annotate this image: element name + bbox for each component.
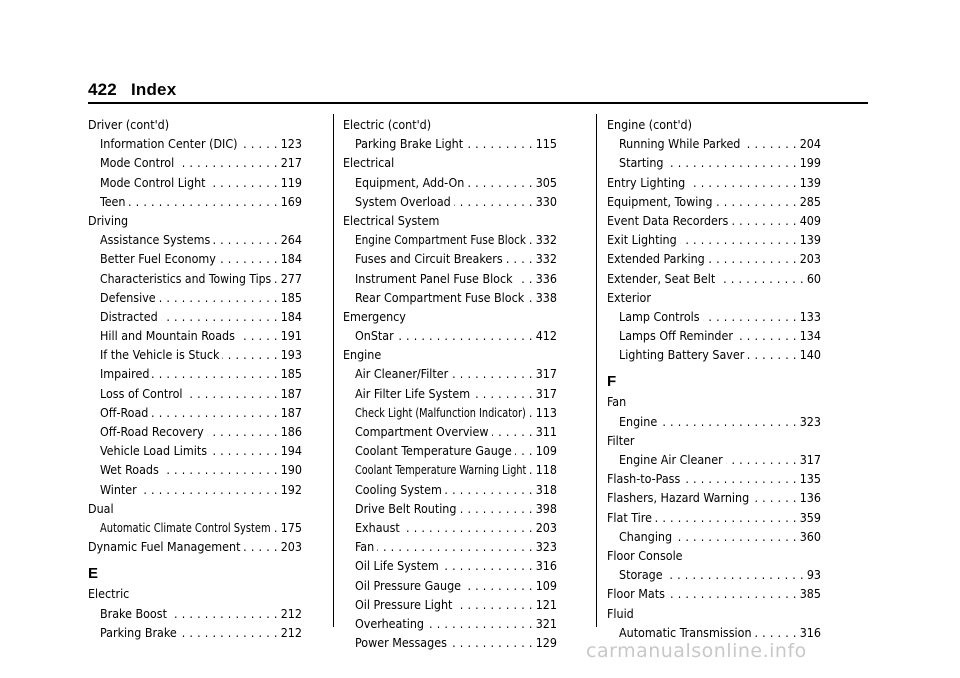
entry-label: Power Messages: [355, 635, 447, 651]
entry-label: Impaired: [100, 366, 150, 382]
page-reference: 409: [799, 212, 821, 228]
page-reference: 186: [280, 424, 302, 439]
page-reference: 217: [280, 155, 302, 171]
index-subentry: [343, 633, 557, 652]
page-reference: 134: [799, 328, 821, 344]
dot-leader: [274, 518, 278, 537]
index-subentry: [607, 326, 821, 345]
page-reference: 317: [535, 385, 557, 401]
entry-label: Defensive: [100, 289, 156, 305]
entry-label: Loss of Control: [100, 385, 183, 401]
entry-label: Winter: [100, 481, 137, 497]
index-entry: [607, 584, 821, 603]
index-subentry: [88, 441, 302, 460]
dot-leader: [688, 173, 796, 192]
entry-label: Dynamic Fuel Management: [88, 539, 241, 555]
index-subentry: [343, 134, 557, 153]
entry-label: System Overload: [355, 193, 451, 209]
index-subentry: [88, 518, 302, 537]
index-subentry: [88, 269, 302, 288]
page-reference: 212: [280, 624, 302, 640]
section-letter: E: [88, 565, 99, 583]
entry-label: Lighting Battery Saver: [619, 347, 745, 363]
index-subentry: [343, 614, 557, 633]
dot-leader: [209, 173, 278, 192]
dot-leader: [151, 403, 277, 422]
page-reference: 359: [799, 509, 821, 525]
dot-leader: [459, 499, 532, 518]
index-subentry: [88, 345, 302, 364]
entry-label: Extender, Seat Belt: [607, 270, 716, 286]
entry-label: Coolant Temperature Gauge: [355, 443, 512, 459]
page-reference: 360: [799, 528, 821, 544]
page-reference: 191: [280, 328, 302, 344]
page-reference: 203: [535, 519, 557, 535]
index-entry: [607, 230, 821, 249]
index-heading: Fluid: [607, 605, 634, 621]
entry-label: Fuses and Circuit Breakers: [355, 251, 503, 267]
page-reference: 119: [280, 174, 302, 190]
dot-leader: [736, 326, 797, 345]
page-reference: 184: [280, 251, 302, 267]
dot-leader: [747, 345, 796, 364]
entry-label: Oil Life System: [355, 558, 439, 574]
page-reference: 140: [799, 347, 821, 363]
entry-label: Parking Brake: [100, 624, 177, 640]
page-reference: 323: [535, 539, 557, 555]
dot-leader: [666, 565, 804, 584]
page-reference: 336: [535, 270, 557, 286]
index-heading: Fan: [607, 394, 627, 410]
dot-leader: [274, 269, 278, 288]
index-entry: [607, 192, 821, 211]
index-subentry: [88, 249, 302, 268]
page-reference: 305: [535, 174, 557, 190]
page-reference: 285: [799, 193, 821, 209]
index-heading: Driving: [88, 212, 129, 228]
dot-leader: [442, 556, 533, 575]
index-subentry: [343, 230, 557, 249]
index-subentry: [88, 384, 302, 403]
entry-label: Distracted: [100, 308, 158, 324]
dot-leader: [683, 469, 796, 488]
index-entry: [607, 211, 821, 230]
dot-leader: [668, 584, 797, 603]
entry-label: Vehicle Load Limits: [100, 443, 208, 459]
entry-label: Flat Tire: [607, 509, 652, 525]
index-subentry: [343, 422, 557, 441]
dot-leader: [397, 326, 533, 345]
index-heading: Engine: [343, 347, 382, 363]
index-subentry: [607, 450, 821, 469]
dot-leader: [140, 480, 278, 499]
index-subentry: [88, 403, 302, 422]
index-heading: Dual: [88, 500, 114, 516]
page-reference: 203: [799, 251, 821, 267]
page-reference: 129: [535, 635, 557, 651]
dot-leader: [666, 153, 796, 172]
entry-label: Lamp Controls: [619, 308, 700, 324]
index-subentry: [343, 441, 557, 460]
dot-leader: [377, 537, 533, 556]
dot-leader: [731, 211, 796, 230]
page-reference: 203: [280, 539, 302, 555]
dot-leader: [129, 192, 278, 211]
entry-label: Cooling System: [355, 481, 442, 497]
page-header: [88, 80, 176, 102]
index-subentry: [88, 230, 302, 249]
dot-leader: [445, 480, 533, 499]
index-subentry: [607, 153, 821, 172]
page-reference: 123: [280, 136, 302, 152]
index-subentry: [88, 192, 302, 211]
entry-label: Wet Roads: [100, 462, 159, 478]
entry-label: Mode Control: [100, 155, 175, 171]
dot-leader: [660, 412, 797, 431]
dot-leader: [655, 508, 797, 527]
index-subentry: [343, 518, 557, 537]
page-reference: 398: [535, 500, 557, 516]
dot-leader: [427, 614, 533, 633]
index-entry: [607, 249, 821, 268]
entry-label: Starting: [619, 155, 664, 171]
dot-leader: [492, 422, 533, 441]
entry-label: Oil Pressure Light: [355, 596, 453, 612]
dot-leader: [161, 307, 278, 326]
dot-leader: [467, 173, 532, 192]
entry-label: Information Center (DIC): [100, 136, 238, 152]
page-reference: 169: [280, 193, 302, 209]
index-subentry: [88, 364, 302, 383]
index-entry: [607, 269, 821, 288]
page-reference: 187: [280, 404, 302, 420]
entry-label: Air Cleaner/Filter: [355, 366, 449, 382]
entry-label: Oil Pressure Gauge: [355, 577, 462, 593]
page-reference: 93: [806, 567, 821, 583]
index-subentry: [607, 345, 821, 364]
entry-label: Engine Compartment Fuse Block: [355, 232, 526, 248]
page-reference: 323: [799, 413, 821, 429]
page-reference: 192: [280, 481, 302, 497]
entry-label: Overheating: [355, 615, 424, 631]
index-subentry: [88, 422, 302, 441]
page-reference: 121: [535, 596, 557, 612]
entry-label: Compartment Overview: [355, 424, 489, 439]
dot-leader: [516, 269, 533, 288]
index-subentry: [343, 460, 557, 479]
entry-label: Better Fuel Economy: [100, 251, 216, 267]
dot-leader: [222, 345, 277, 364]
index-subentry: [88, 480, 302, 499]
entry-label: Parking Brake Light: [355, 136, 464, 152]
dot-leader: [680, 230, 797, 249]
dot-leader: [243, 537, 277, 556]
page-reference: 135: [799, 471, 821, 487]
dot-leader: [703, 307, 797, 326]
entry-label: Exhaust: [355, 519, 400, 535]
dot-leader: [529, 403, 533, 422]
index-subentry: [607, 412, 821, 431]
index-subentry: [343, 326, 557, 345]
index-subentry: [88, 288, 302, 307]
index-subentry: [607, 565, 821, 584]
index-subentry: [343, 269, 557, 288]
index-subentry: [343, 480, 557, 499]
page-title: Index: [130, 80, 177, 99]
index-subentry: [343, 192, 557, 211]
index-subentry: [607, 134, 821, 153]
dot-leader: [726, 450, 797, 469]
page-reference: 194: [280, 443, 302, 459]
entry-label: Equipment, Add-On: [355, 174, 465, 190]
page-reference: 332: [535, 251, 557, 267]
page-reference: 330: [535, 193, 557, 209]
page-reference: 109: [535, 577, 557, 593]
dot-leader: [210, 441, 278, 460]
page-reference: 193: [280, 347, 302, 363]
index-heading: Electrical System: [343, 212, 440, 228]
dot-leader: [708, 249, 797, 268]
index-entry: [88, 537, 302, 556]
index-subentry: [88, 134, 302, 153]
page-reference: 113: [535, 404, 557, 420]
index-subentry: [607, 623, 821, 642]
page-reference: 212: [280, 605, 302, 621]
dot-leader: [529, 230, 533, 249]
index-subentry: [343, 364, 557, 383]
page-reference: 185: [280, 289, 302, 305]
entry-label: Entry Lighting: [607, 174, 686, 190]
index-subentry: [343, 288, 557, 307]
index-subentry: [88, 153, 302, 172]
index-subentry: [88, 307, 302, 326]
entry-label: Event Data Recorders: [607, 212, 729, 228]
index-subentry: [88, 623, 302, 642]
dot-leader: [529, 460, 533, 479]
entry-label: Flashers, Hazard Warning: [607, 490, 750, 506]
page-reference: 187: [280, 385, 302, 401]
page-reference: 199: [799, 155, 821, 171]
page-reference: 318: [535, 481, 557, 497]
index-subentry: [607, 527, 821, 546]
dot-leader: [466, 134, 533, 153]
page-reference: 115: [535, 136, 557, 152]
dot-leader: [755, 623, 797, 642]
dot-leader: [403, 518, 533, 537]
entry-label: Mode Control Light: [100, 174, 206, 190]
page-reference: 184: [280, 308, 302, 324]
dot-leader: [159, 288, 278, 307]
dot-leader: [238, 326, 278, 345]
dot-leader: [152, 364, 277, 383]
entry-label: Changing: [619, 528, 673, 544]
dot-leader: [743, 134, 796, 153]
page-reference: 317: [535, 366, 557, 382]
index-heading: Electrical: [343, 155, 395, 171]
index-heading: Emergency: [343, 308, 406, 324]
entry-label: Off-Road: [100, 404, 149, 420]
page-reference: 190: [280, 462, 302, 478]
entry-label: Instrument Panel Fuse Block: [355, 270, 513, 286]
entry-label: Exit Lighting: [607, 232, 677, 248]
column-divider: [596, 114, 597, 627]
index-column-2: [343, 115, 557, 652]
page-reference: 139: [799, 174, 821, 190]
index-subentry: [343, 595, 557, 614]
page-reference: 136: [799, 490, 821, 506]
dot-leader: [177, 153, 278, 172]
index-subentry: [343, 384, 557, 403]
dot-leader: [718, 269, 804, 288]
entry-label: Automatic Climate Control System: [100, 519, 271, 535]
entry-label: Brake Boost: [100, 605, 167, 621]
entry-label: Equipment, Towing: [607, 193, 713, 209]
section-letter: F: [607, 373, 617, 391]
index-entry: [607, 469, 821, 488]
entry-label: Engine Air Cleaner: [619, 452, 723, 467]
entry-label: Storage: [619, 567, 663, 583]
page-reference: 412: [535, 328, 557, 344]
page-reference: 316: [535, 558, 557, 574]
dot-leader: [752, 488, 797, 507]
dot-leader: [450, 633, 533, 652]
page-number: 422: [88, 80, 117, 99]
entry-label: Check Light (Malfunction Indicator): [355, 404, 526, 420]
entry-label: Engine: [619, 413, 658, 429]
index-subentry: [343, 537, 557, 556]
dot-leader: [162, 460, 278, 479]
entry-label: Characteristics and Towing Tips: [100, 270, 272, 286]
page-reference: 332: [535, 232, 557, 248]
index-heading: Engine (cont'd): [607, 117, 692, 132]
dot-leader: [207, 422, 278, 441]
entry-label: Floor Mats: [607, 586, 665, 602]
page-reference: 109: [535, 443, 557, 459]
entry-label: Hill and Mountain Roads: [100, 328, 235, 344]
index-subentry: [343, 249, 557, 268]
dot-leader: [473, 384, 533, 403]
index-subentry: [343, 499, 557, 518]
page-reference: 139: [799, 232, 821, 248]
dot-leader: [451, 364, 533, 383]
index-subentry: [88, 460, 302, 479]
index-heading: Filter: [607, 432, 635, 448]
entry-label: Extended Parking: [607, 251, 705, 267]
dot-leader: [506, 249, 533, 268]
dot-leader: [454, 192, 533, 211]
page-reference: 204: [799, 136, 821, 152]
index-entry: [607, 488, 821, 507]
index-subentry: [88, 173, 302, 192]
index-heading: Floor Console: [607, 547, 683, 563]
entry-label: Assistance Systems: [100, 232, 211, 248]
index-heading: Exterior: [607, 289, 651, 305]
dot-leader: [170, 604, 278, 623]
dot-leader: [527, 288, 533, 307]
page-reference: 277: [280, 270, 302, 286]
column-divider: [333, 114, 334, 627]
index-subentry: [88, 326, 302, 345]
index-entry: [607, 508, 821, 527]
page-reference: 311: [535, 424, 557, 439]
page-reference: 317: [799, 452, 821, 467]
entry-label: Running While Parked: [619, 136, 741, 152]
page-reference: 185: [280, 366, 302, 382]
page-reference: 385: [799, 586, 821, 602]
page-reference: 264: [280, 232, 302, 248]
index-subentry: [343, 403, 557, 422]
page-reference: 118: [535, 462, 557, 478]
dot-leader: [213, 230, 277, 249]
dot-leader: [715, 192, 796, 211]
index-subentry: [343, 576, 557, 595]
page-reference: 175: [280, 519, 302, 535]
entry-label: Lamps Off Reminder: [619, 328, 733, 344]
index-subentry: [607, 307, 821, 326]
dot-leader: [186, 384, 278, 403]
index-subentry: [343, 173, 557, 192]
index-column-3: [607, 115, 821, 642]
dot-leader: [675, 527, 797, 546]
entry-label: Automatic Transmission: [619, 624, 752, 640]
header-rule: [88, 102, 868, 104]
index-subentry: [343, 556, 557, 575]
entry-label: Teen: [100, 193, 126, 209]
entry-label: Fan: [355, 539, 375, 555]
index-heading: Driver (cont'd): [88, 117, 170, 132]
page-reference: 338: [535, 289, 557, 305]
page-reference: 133: [799, 308, 821, 324]
index-column-1: [88, 115, 302, 642]
entry-label: OnStar: [355, 328, 394, 344]
entry-label: If the Vehicle is Stuck: [100, 347, 220, 363]
entry-label: Air Filter Life System: [355, 385, 471, 401]
page-reference: 316: [799, 624, 821, 640]
entry-label: Flash-to-Pass: [607, 471, 681, 487]
watermark: carmanualsonline.info: [586, 640, 807, 662]
page-reference: 321: [535, 615, 557, 631]
entry-label: Off-Road Recovery: [100, 424, 204, 439]
dot-leader: [180, 623, 278, 642]
entry-label: Rear Compartment Fuse Block: [355, 289, 525, 305]
dot-leader: [515, 441, 533, 460]
entry-label: Drive Belt Routing: [355, 500, 457, 516]
entry-label: Coolant Temperature Warning Light: [355, 462, 527, 478]
dot-leader: [240, 134, 277, 153]
index-heading: Electric: [88, 586, 130, 602]
page-reference: 60: [806, 270, 821, 286]
index-entry: [607, 173, 821, 192]
index-subentry: [88, 604, 302, 623]
dot-leader: [455, 595, 532, 614]
dot-leader: [464, 576, 533, 595]
index-heading: Electric (cont'd): [343, 117, 432, 132]
dot-leader: [219, 249, 278, 268]
